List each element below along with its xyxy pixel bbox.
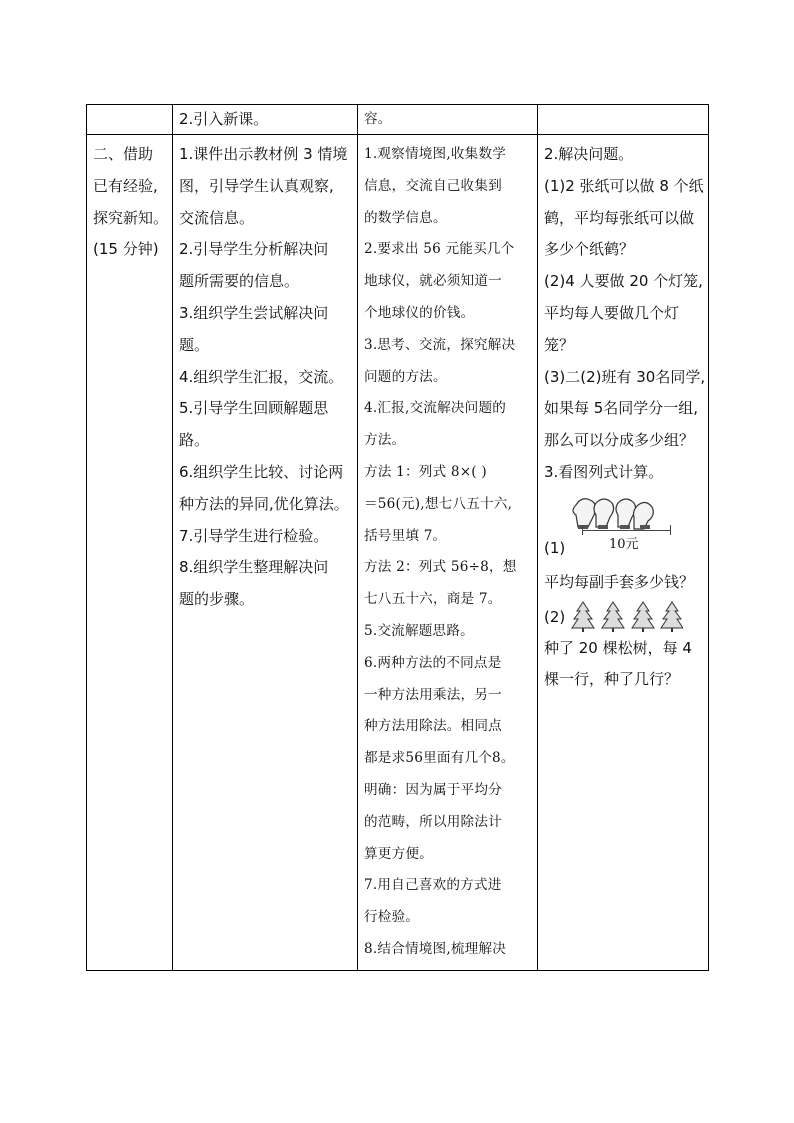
question2-number: (2) <box>544 607 566 626</box>
student-activity-line: 明确：因为属于平均分 <box>364 781 502 798</box>
student-activity-line: 3.思考、交流，探究解决 <box>364 336 516 353</box>
pine-tree-icon <box>571 601 683 633</box>
row1-student-text: 容。 <box>364 111 392 127</box>
teacher-activity-line: 7.引导学生进行检验。 <box>179 526 329 545</box>
table-row-explore <box>87 135 709 971</box>
trees-row <box>544 599 702 633</box>
exercise-line: (3)二(2)班有 30名同学, <box>544 367 706 386</box>
student-activity-line: 方法 2：列式 56÷8，想 <box>364 559 517 576</box>
student-activity-line: 6.两种方法的不同点是 <box>364 654 502 671</box>
teacher-activity-text <box>173 135 357 620</box>
student-activity-line: 一种方法用乘法，另一 <box>364 686 502 703</box>
student-activity-line: 七八五十六，商是 7。 <box>364 591 502 608</box>
student-activity-line: 信息，交流自己收集到 <box>364 177 502 194</box>
student-activity-line: 个地球仪的价钱。 <box>364 304 475 321</box>
student-activity-line: 的范畴，所以用除法计 <box>364 813 502 830</box>
gloves-illustration <box>544 495 702 567</box>
stage-text <box>87 135 172 270</box>
teacher-activity-line: 题。 <box>179 335 210 354</box>
teacher-activity-line: 图，引导学生认真观察, <box>179 176 334 195</box>
exercise-line: 平均每人要做几个灯 <box>544 303 680 322</box>
teacher-activity-line: 4.组织学生汇报，交流。 <box>179 367 344 386</box>
price-row <box>544 537 702 567</box>
teacher-activity-line: 1.课件出示教材例 3 情境 <box>179 145 348 163</box>
exercise-line: (1)2 张纸可以做 8 个纸 <box>544 176 704 195</box>
student-activity-line: 5.交流解题思路。 <box>364 622 474 639</box>
student-activity-text <box>358 135 537 970</box>
question2-line: 棵一行，种了几行？ <box>544 670 680 689</box>
exercise-lines <box>544 139 706 489</box>
student-activity-line: 方法 1：列式 8×( ) <box>364 463 487 480</box>
teacher-activity-line: 3.组织学生尝试解决问 <box>179 303 329 322</box>
student-activity-line: 括号里填 7。 <box>364 527 447 544</box>
exercise-line: 笼？ <box>544 335 575 354</box>
student-activity-line: 1.观察情境图,收集数学 <box>364 146 507 162</box>
stage-line: 探究新知。 <box>93 208 169 227</box>
student-activity-line: 算更方便。 <box>364 845 433 862</box>
stage-cell <box>87 135 173 971</box>
teacher-activity-cell <box>173 135 358 971</box>
row1-teacher-text: 2.引入新课。 <box>179 110 269 128</box>
stage-line: (15 分钟) <box>93 240 159 259</box>
student-activity-line: 行检验。 <box>364 909 420 926</box>
exercise-line: 多少个纸鹤？ <box>544 240 635 259</box>
teacher-activity-line: 6.组织学生比较、讨论两 <box>179 462 344 481</box>
row1-student-cell <box>358 105 538 135</box>
teacher-activity-line: 种方法的异同,优化算法。 <box>179 494 349 513</box>
student-activity-line: 地球仪，就必须知道一 <box>364 273 502 290</box>
student-activity-line: 种方法用除法。相同点 <box>364 718 502 735</box>
teacher-activity-line: 8.组织学生整理解决问 <box>179 558 329 577</box>
teacher-activity-line: 5.引导学生回顾解题思 <box>179 399 329 418</box>
row1-exercise-cell <box>538 105 709 135</box>
stage-line: 已有经验, <box>93 176 158 195</box>
pine-trees-illustration <box>571 601 683 633</box>
exercise-cell <box>538 135 709 971</box>
exercise-line: 鹤，平均每张纸可以做 <box>544 208 695 227</box>
student-activity-line: 7.用自己喜欢的方式进 <box>364 877 502 894</box>
exercise-line: 3.看图列式计算。 <box>544 462 664 481</box>
row1-stage-cell <box>87 105 173 135</box>
teacher-activity-line: 2.引导学生分析解决问 <box>179 240 329 259</box>
question1-text: 平均每副手套多少钱？ <box>544 572 695 591</box>
teacher-activity-line: 题的步骤。 <box>179 590 255 609</box>
student-activity-line: ＝56(元),想七八五十六, <box>364 495 513 512</box>
student-activity-line: 4.汇报,交流解决问题的 <box>364 400 507 417</box>
student-activity-line: 8.结合情境图,梳理解决 <box>364 940 507 957</box>
student-activity-line: 2.要求出 56 元能买几个 <box>364 241 515 258</box>
exercise-line: (2)4 人要做 20 个灯笼, <box>544 272 703 291</box>
student-activity-line: 的数学信息。 <box>364 209 447 226</box>
teacher-activity-line: 交流信息。 <box>179 208 255 227</box>
stage-line: 二、借助 <box>93 145 154 163</box>
student-activity-line: 问题的方法。 <box>364 368 447 385</box>
table-row-intro <box>87 105 709 135</box>
exercise-line: 如果每 5名同学分一组, <box>544 399 699 418</box>
exercise-line: 2.解决问题。 <box>544 145 634 163</box>
exercise-line: 那么可以分成多少组？ <box>544 431 695 450</box>
exercise-content <box>538 135 708 700</box>
student-activity-line: 方法。 <box>364 432 406 449</box>
student-activity-line: 都是求56里面有几个8。 <box>364 750 515 767</box>
lesson-plan-table <box>86 104 709 971</box>
teacher-activity-line: 路。 <box>179 431 210 450</box>
row1-teacher-cell <box>173 105 358 135</box>
question2-line: 种了 20 棵松树，每 4 <box>544 638 692 657</box>
teacher-activity-line: 题所需要的信息。 <box>179 272 300 291</box>
question2-lines <box>544 633 702 697</box>
question1-number: (1) <box>544 538 566 557</box>
student-activity-cell <box>358 135 538 971</box>
price-label: 10元 <box>609 536 639 552</box>
